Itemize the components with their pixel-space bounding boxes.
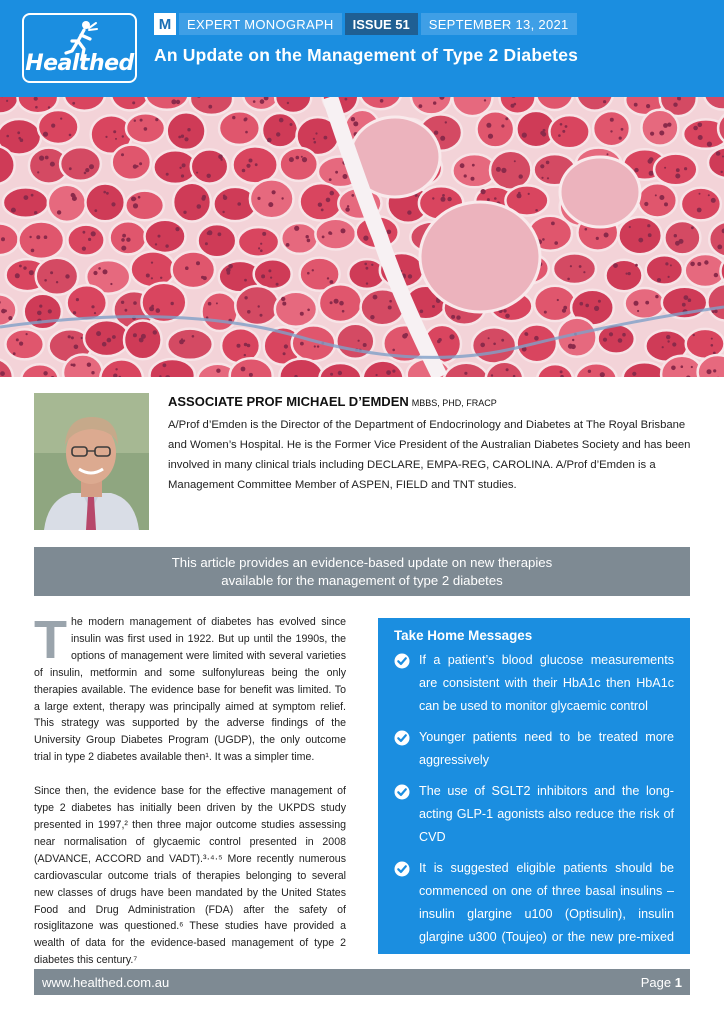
take-home-item [394,726,674,772]
page-title: An Update on the Management of Type 2 Diabetes [154,45,579,65]
article-body [34,610,346,969]
article-paragraph-2: Since then, the evidence base for the effective management of type 2 diabetes has initially been driven by the UKPDS study presented in 1997,² then three major outcome studies assessing near normalisation of glycaemic control presented in 2008 (ADVANCE, ACCORD and VADT).³·⁴·⁵ More recently numerous cardiovascular outcome trials of therapies belonging to several new classes of drugs have been mandated by the United States Food and Drug Administration (FDA) after the safety of rosiglitazone was questioned.⁶ These studies have provided a wealth of data for the evidence-based management of type 2 diabetes this century.⁷ [34,785,346,967]
header-bar [0,0,724,97]
logo-text: Healthed [25,51,134,76]
take-home-item-text: If a patient’s blood glucose measurements are consistent with their HbA1c then HbA1c can be used to monitor glycaemic control [419,653,674,713]
author-portrait [34,393,149,530]
author-bio: A/Prof d’Emden is the Director of the Department of Endocrinology and Diabetes at The Royal Brisbane and Women’s Hospital. He is the Former Vice President of the Australian Diabetes Society and has been involved in many clinical trials including DECLARE, EMPA-REG, CAROLINA. A/Prof d’Emden is a Management Committee Member of ASPEN, FIELD and TNT studies. [168,419,691,491]
take-home-item [394,780,674,849]
take-home-item [394,857,674,972]
article-paragraph-1-text: he modern management of diabetes has evolved since insulin was first used in 1922. But up until the 1990s, the options of management were limited with several varieties of insulin, metformin and some sulfonylureas being the only therapies available. The evidence base for benefit was limited. To a large extent, therapy was principally aimed at symptom relief. This strategy was supported by the adverse findings of the University Group Diabetes Program (UGDP), the only outcome trial in type 2 diabetes available then¹. It was a simpler time. [34,616,346,764]
take-home-item-text: It is suggested eligible patients should be commenced on one of three basal insulins – insulin glargine u100 (Optisulin), insulin glargine u300 (Toujeo) or the new pre-mixed insulin Ryzodeg 70/30 [419,861,674,967]
hero-tissue-image [0,97,724,377]
healthed-logo[interactable] [22,13,137,83]
author-name-text: ASSOCIATE PROF MICHAEL D’EMDEN [168,394,409,409]
page-label: Page [640,974,672,990]
summary-banner [34,547,690,596]
issue-label: ISSUE 51 [345,13,418,35]
issue-meta-strip [154,13,580,35]
take-home-title: Take Home Messages [394,628,533,643]
take-home-item [394,649,674,718]
author-name [168,394,497,409]
take-home-box [378,618,690,967]
check-circle-icon [394,653,410,669]
summary-line-1: This article provides an evidence-based update on new therapies [171,555,553,570]
page-indicator [641,975,682,990]
footer-bar [34,969,690,995]
page-number: 1 [674,974,682,990]
issue-date: SEPTEMBER 13, 2021 [421,13,577,35]
take-home-item-text: The use of SGLT2 inhibitors and the long-acting GLP-1 agonists also reduce the risk of CVD [419,784,674,844]
take-home-item-text: Younger patients need to be treated more aggressively [419,730,674,767]
author-credentials: MBBS, PHD, FRACP [411,398,497,408]
monograph-mark: M [154,13,176,35]
check-circle-icon [394,861,410,877]
footer-url[interactable]: www.healthed.com.au [42,974,170,990]
article-paragraph-1 [34,610,346,766]
drop-cap: T [34,610,67,670]
summary-line-2: available for the management of type 2 diabetes [221,573,503,588]
check-circle-icon [394,730,410,746]
check-circle-icon [394,784,410,800]
series-label: EXPERT MONOGRAPH [179,13,342,35]
